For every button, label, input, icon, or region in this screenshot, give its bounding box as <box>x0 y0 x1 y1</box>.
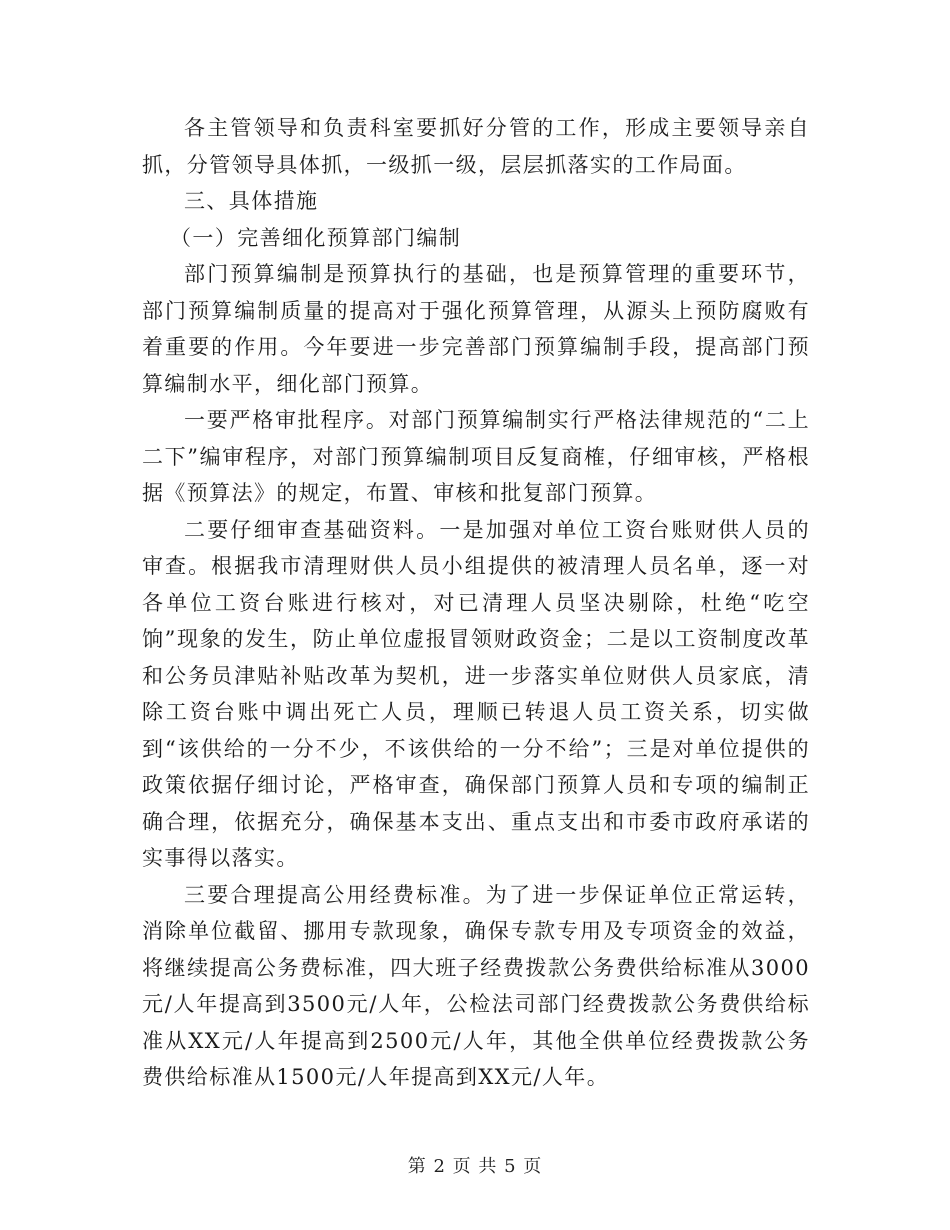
paragraph-budget-basis: 部门预算编制是预算执行的基础，也是预算管理的重要环节，部门预算编制质量的提高对于强化预算管理，从源头上预防腐败有着重要的作用。今年要进一步完善部门预算编制手段，提高部门预算编制水平，细化部门预算。 <box>142 262 810 396</box>
document-body <box>142 110 810 1096</box>
paragraph-leadership: 各主管领导和负责科室要抓好分管的工作，形成主要领导亲自抓，分管领导具体抓，一级抓一级，层层抓落实的工作局面。 <box>142 116 810 177</box>
paragraph-approval-procedure: 一要严格审批程序。对部门预算编制实行严格法律规范的“二上二下”编审程序，对部门预算编制项目反复商榷，仔细审核，严格根据《预算法》的规定，布置、审核和批复部门预算。 <box>142 408 810 505</box>
paragraph-expense-standard: 三要合理提高公用经费标准。为了进一步保证单位正常运转，消除单位截留、挪用专款现象，确保专款专用及专项资金的效益，将继续提高公务费标准，四大班子经费拨款公务费供给标准从3000元/人年提高到3500元/人年，公检法司部门经费拨款公务费供给标准从XX元/人年提高到2500元/人年，其他全供单位经费拨款公务费供给标准从1500元/人年提高到XX元/人年。 <box>142 882 810 1089</box>
section-heading-measures: 三、具体措施 <box>184 189 319 213</box>
paragraph-review-data: 二要仔细审查基础资料。一是加强对单位工资台账财供人员的审查。根据我市清理财供人员小组提供的被清理人员名单，逐一对各单位工资台账进行核对，对已清理人员坚决剔除，杜绝“吃空饷”现象的发生，防止单位虚报冒领财政资金；二是以工资制度改革和公务员津贴补贴改革为契机，进一步落实单位财供人员家底，清除工资台账中调出死亡人员，理顺已转退人员工资关系，切实做到“该供给的一分不少，不该供给的一分不给”；三是对单位提供的政策依据仔细讨论，严格审查，确保部门预算人员和专项的编制正确合理，依据充分，确保基本支出、重点支出和市委市政府承诺的实事得以落实。 <box>142 517 810 870</box>
page-number-footer: 第 2 页 共 5 页 <box>407 1156 543 1177</box>
subsection-heading-budget: （一）完善细化预算部门编制 <box>170 225 462 250</box>
